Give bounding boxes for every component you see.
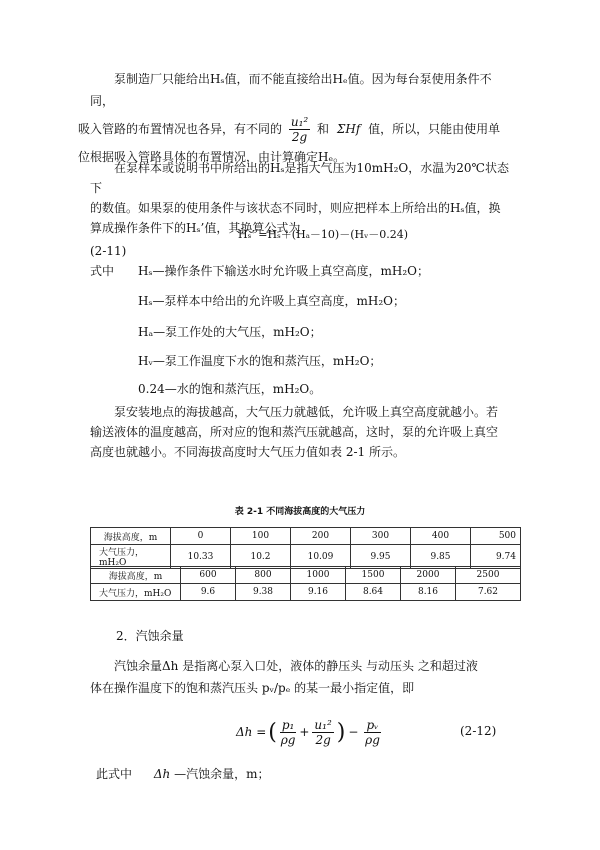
plus-sign: + bbox=[299, 725, 310, 739]
formula-2-12 bbox=[236, 710, 384, 754]
table-cell: 9.74 bbox=[471, 545, 521, 569]
formula-2-11: Hₛ’ =Hₛ＋(Hₐ－10)－(Hᵥ－0.24) bbox=[238, 228, 408, 241]
formula-2-12-number: (2-12) bbox=[460, 724, 497, 738]
table-cell: 2500 bbox=[456, 567, 521, 584]
fraction-denominator: 2g bbox=[291, 130, 308, 144]
paragraph-4-line-1: 汽蚀余量Δh 是指离心泵入口处，液体的静压头 与动压头 之和超过液 bbox=[114, 659, 478, 673]
table-cell: 100 bbox=[231, 528, 291, 545]
left-paren: ( bbox=[268, 719, 277, 745]
table-cell: 9.6 bbox=[181, 584, 236, 601]
definition-item-2: Hₛ—泵样本中给出的允许吸上真空高度，mH₂O； bbox=[138, 294, 406, 308]
fraction-denominator: 2g bbox=[315, 732, 331, 747]
definition-item-1: Hₛ—操作条件下输送水时允许吸上真空高度，mH₂O； bbox=[138, 264, 430, 278]
last-line bbox=[96, 765, 269, 782]
paragraph-3-line-3: 高度也就越小。不同海拔高度时大气压力值如表 2-1 所示。 bbox=[90, 445, 405, 459]
table-cell: 300 bbox=[351, 528, 411, 545]
fraction-velocity-head bbox=[289, 115, 310, 144]
table-header-pressure: 大气压力，mH₂O bbox=[91, 545, 171, 569]
paragraph-4-line-2: 体在操作温度下的饱和蒸汽压头 pᵥ/pₑ 的某一最小指定值，即 bbox=[90, 681, 415, 695]
table-cell: 8.64 bbox=[346, 584, 401, 601]
table-cell: 10.09 bbox=[291, 545, 351, 569]
formula-lhs: Δh = bbox=[236, 725, 267, 739]
paragraph-1-line-3: 位根据吸入管路具体的布置情况，由计算确定Hₑ。 bbox=[78, 150, 346, 164]
table-row bbox=[91, 528, 521, 545]
definition-item-5: 0.24—水的饱和蒸汽压，mH₂O。 bbox=[138, 382, 322, 396]
altitude-pressure-table-1 bbox=[90, 527, 521, 569]
table-cell: 500 bbox=[471, 528, 521, 545]
table-cell: 600 bbox=[181, 567, 236, 584]
delta-h-symbol: Δh bbox=[153, 767, 171, 781]
definition-item-4: Hᵥ—泵工作温度下水的饱和蒸汽压，mH₂O； bbox=[138, 354, 382, 368]
paragraph-3 bbox=[90, 402, 510, 462]
table-caption: 表 2-1 不同海拔高度的大气压力 bbox=[234, 507, 366, 517]
paragraph-1-line-2-suffix: 值，所以，只能由使用单 bbox=[368, 122, 501, 136]
definition-item-3: Hₐ—泵工作处的大气压，mH₂O； bbox=[138, 325, 322, 339]
table-cell: 7.62 bbox=[456, 584, 521, 601]
table-cell: 9.38 bbox=[236, 584, 291, 601]
fraction-denominator: ρg bbox=[280, 732, 296, 747]
table-cell: 200 bbox=[291, 528, 351, 545]
sum-hf-symbol: ΣHf bbox=[336, 122, 361, 136]
paragraph-1-line-1: 泵制造厂只能给出Hₛ值，而不能直接给出Hₑ值。因为每台泵使用条件不同， bbox=[90, 72, 492, 108]
fraction-numerator: u₁² bbox=[290, 115, 309, 129]
table-cell: 10.2 bbox=[231, 545, 291, 569]
fraction-numerator: p₁ bbox=[281, 717, 295, 732]
paragraph-1-line-2-prefix: 吸入管路的布置情况也各异，有不同的 bbox=[78, 122, 283, 136]
paragraph-3-line-2: 输送液体的温度越高，所对应的饱和蒸汽压就越高，这时，泵的允许吸上真空 bbox=[90, 425, 499, 439]
fraction-static-head bbox=[280, 718, 297, 747]
table-cell: 1000 bbox=[291, 567, 346, 584]
paragraph-2-line-3: 算成操作条件下的Hₛ’值，其换算公式为 bbox=[90, 221, 301, 235]
altitude-pressure-table-2 bbox=[90, 566, 521, 601]
section-heading: 2．汽蚀余量 bbox=[116, 629, 184, 643]
last-line-text: —汽蚀余量，m； bbox=[174, 767, 270, 781]
table-cell: 9.85 bbox=[411, 545, 471, 569]
table-cell: 2000 bbox=[401, 567, 456, 584]
table-header-altitude: 海拔高度，m bbox=[91, 528, 171, 545]
paragraph-1-line-2 bbox=[78, 112, 510, 146]
table-cell: 9.16 bbox=[291, 584, 346, 601]
definitions-prefix: 式中 bbox=[90, 264, 115, 278]
paragraph-4 bbox=[90, 655, 510, 699]
formula-2-11-number: (2-11) bbox=[90, 244, 127, 258]
and-word: 和 bbox=[317, 122, 330, 136]
table-cell: 9.95 bbox=[351, 545, 411, 569]
paragraph-2-line-1: 在泵样本或说明书中所给出的Hₛ是指大气压为10mH₂O，水温为20℃状态下 bbox=[90, 161, 509, 195]
table-cell: 10.33 bbox=[171, 545, 231, 569]
fraction-denominator: ρg bbox=[365, 732, 380, 747]
table-cell: 0 bbox=[171, 528, 231, 545]
fraction-dynamic-head bbox=[312, 718, 333, 747]
table-row bbox=[91, 545, 521, 569]
paragraph-1 bbox=[78, 68, 510, 168]
table-cell: 1500 bbox=[346, 567, 401, 584]
right-paren: ) bbox=[336, 719, 346, 745]
fraction-numerator: pᵥ bbox=[366, 717, 379, 732]
fraction-numerator: u₁² bbox=[314, 717, 332, 732]
table-row bbox=[91, 584, 521, 601]
table-cell: 8.16 bbox=[401, 584, 456, 601]
fraction-vapor-head bbox=[364, 718, 380, 747]
minus-sign: − bbox=[348, 725, 359, 739]
paragraph-3-line-1: 泵安装地点的海拔越高，大气压力就越低，允许吸上真空高度就越小。若 bbox=[114, 405, 499, 419]
paragraph-2-line-2: 的数值。如果泵的使用条件与该状态不同时，则应把样本上所给出的Hₛ值，换 bbox=[90, 201, 501, 215]
table-header-altitude: 海拔高度，m bbox=[91, 567, 181, 584]
table-cell: 400 bbox=[411, 528, 471, 545]
table-row bbox=[91, 567, 521, 584]
table-header-pressure: 大气压力，mH₂O bbox=[91, 584, 181, 601]
last-line-prefix: 此式中 bbox=[96, 767, 133, 781]
table-cell: 800 bbox=[236, 567, 291, 584]
